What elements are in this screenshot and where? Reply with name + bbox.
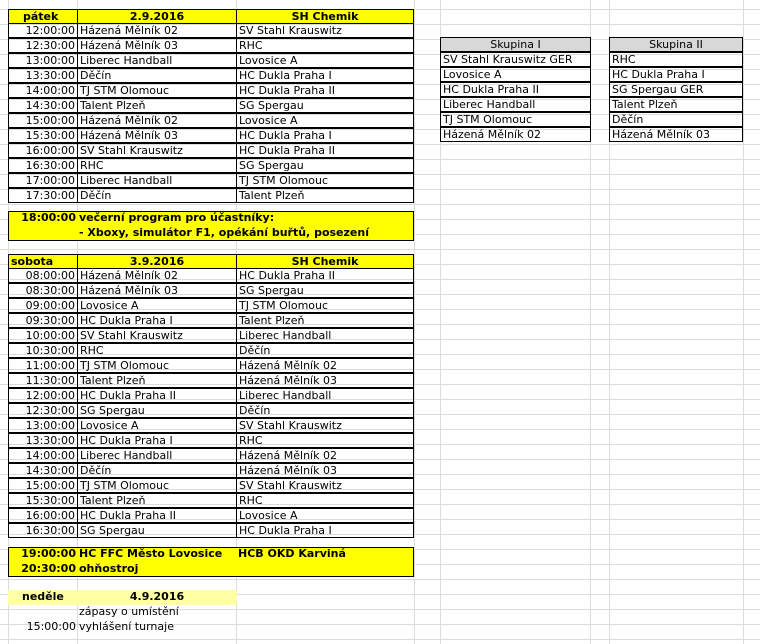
grid-column-line (743, 0, 744, 644)
match-home-team[interactable]: Liberec Handball (77, 173, 237, 188)
match-home-team[interactable]: Děčín (77, 188, 237, 203)
match-time[interactable]: 14:00:00 (8, 448, 78, 463)
match-time[interactable]: 16:30:00 (8, 158, 78, 173)
match-away-team[interactable]: SV Stahl Krauswitz (236, 478, 414, 493)
friday-date[interactable]: 2.9.2016 (77, 9, 237, 24)
match-away-team[interactable]: Děčín (236, 343, 414, 358)
sunday-date[interactable]: 4.9.2016 (77, 590, 237, 605)
match-away-team[interactable]: Talent Plzeň (236, 313, 414, 328)
match-time[interactable]: 08:00:00 (8, 268, 78, 283)
group-team[interactable]: SV Stahl Krauswitz GER (440, 52, 591, 67)
match-home-team[interactable]: Děčín (77, 463, 237, 478)
match-time[interactable]: 15:30:00 (8, 493, 78, 508)
group-team[interactable]: TJ STM Olomouc (440, 112, 591, 127)
match-away-team[interactable]: Házená Mělník 02 (236, 358, 414, 373)
match-home-team[interactable]: Lovosice A (77, 418, 237, 433)
match-time[interactable]: 14:30:00 (8, 98, 78, 113)
group-team[interactable]: Liberec Handball (440, 97, 591, 112)
match-time[interactable]: 16:30:00 (8, 523, 78, 538)
match-time[interactable]: 17:30:00 (8, 188, 78, 203)
match-time[interactable]: 10:30:00 (8, 343, 78, 358)
match-home-team[interactable]: RHC (77, 343, 237, 358)
match-away-team[interactable]: Talent Plzeň (236, 188, 414, 203)
friday-venue[interactable]: SH Chemik (236, 9, 414, 24)
group-team[interactable]: Házená Mělník 02 (440, 127, 591, 142)
ceremony-time[interactable]: 15:00:00 (26, 620, 76, 633)
grid-row-line (0, 579, 760, 580)
match-away-team[interactable]: Děčín (236, 403, 414, 418)
group-title[interactable]: Skupina I (440, 37, 591, 52)
match-away-team[interactable]: RHC (236, 38, 414, 53)
match-time[interactable]: 13:00:00 (8, 418, 78, 433)
group-team[interactable]: Házená Mělník 03 (609, 127, 743, 142)
saturday-day[interactable]: sobota (8, 254, 78, 269)
match-home-team[interactable]: TJ STM Olomouc (77, 358, 237, 373)
match-time[interactable]: 12:00:00 (8, 23, 78, 38)
match-home-team[interactable]: Házená Mělník 03 (77, 128, 237, 143)
match-time[interactable]: 09:30:00 (8, 313, 78, 328)
match-time[interactable]: 15:00:00 (8, 478, 78, 493)
match-home-team[interactable]: Talent Plzeň (77, 493, 237, 508)
match-time[interactable]: 14:00:00 (8, 83, 78, 98)
match-home-team[interactable]: Talent Plzeň (77, 98, 237, 113)
match-away-team[interactable]: SG Spergau (236, 158, 414, 173)
fireworks-label[interactable]: ohňostroj (79, 562, 139, 575)
match-time[interactable]: 13:30:00 (8, 433, 78, 448)
match-away-team[interactable]: HC Dukla Praha II (236, 268, 414, 283)
match-away-team[interactable]: Lovosice A (236, 53, 414, 68)
match-away-team[interactable]: HC Dukla Praha I (236, 523, 414, 538)
match-home-team[interactable]: Házená Mělník 02 (77, 23, 237, 38)
grid-row-line (0, 639, 760, 640)
group-team[interactable]: RHC (609, 52, 743, 67)
match-home-team[interactable]: Liberec Handball (77, 53, 237, 68)
match-time[interactable]: 10:00:00 (8, 328, 78, 343)
match-away-team[interactable]: Házená Mělník 02 (236, 448, 414, 463)
group-team[interactable]: Talent Plzeň (609, 97, 743, 112)
match-home-team[interactable]: Házená Mělník 03 (77, 38, 237, 53)
match-time[interactable]: 11:30:00 (8, 373, 78, 388)
friday-day[interactable]: pátek (8, 9, 78, 24)
match-home-team[interactable]: HC Dukla Praha II (77, 388, 237, 403)
ceremony-label[interactable]: vyhlášení turnaje (79, 620, 174, 633)
group-team[interactable]: Děčín (609, 112, 743, 127)
match-away-team[interactable]: Lovosice A (236, 113, 414, 128)
special-match-home[interactable]: HC FFC Město Lovosice (79, 547, 223, 560)
match-away-team[interactable]: RHC (236, 433, 414, 448)
match-time[interactable]: 08:30:00 (8, 283, 78, 298)
match-away-team[interactable]: HC Dukla Praha II (236, 83, 414, 98)
match-away-team[interactable]: RHC (236, 493, 414, 508)
match-away-team[interactable]: HC Dukla Praha I (236, 128, 414, 143)
match-home-team[interactable]: TJ STM Olomouc (77, 83, 237, 98)
match-away-team[interactable]: HC Dukla Praha I (236, 68, 414, 83)
group-title[interactable]: Skupina II (609, 37, 743, 52)
grid-row-line (0, 249, 760, 250)
match-home-team[interactable]: RHC (77, 158, 237, 173)
match-time[interactable]: 12:30:00 (8, 38, 78, 53)
group-team[interactable]: HC Dukla Praha I (609, 67, 743, 82)
match-away-team[interactable]: SV Stahl Krauswitz (236, 418, 414, 433)
special-match-away[interactable]: HCB OKD Karviná (238, 547, 346, 560)
friday-program-title[interactable]: večerní program pro účastníky: (79, 211, 275, 224)
match-away-team[interactable]: HC Dukla Praha II (236, 143, 414, 158)
match-time[interactable]: 12:30:00 (8, 403, 78, 418)
match-away-team[interactable]: SG Spergau (236, 283, 414, 298)
saturday-date[interactable]: 3.9.2016 (77, 254, 237, 269)
saturday-venue[interactable]: SH Chemik (236, 254, 414, 269)
match-home-team[interactable]: HC Dukla Praha II (77, 508, 237, 523)
match-home-team[interactable]: Liberec Handball (77, 448, 237, 463)
grid-column-line (414, 0, 415, 644)
match-away-team[interactable]: Liberec Handball (236, 328, 414, 343)
match-time[interactable]: 16:00:00 (8, 143, 78, 158)
match-time[interactable]: 11:00:00 (8, 358, 78, 373)
match-home-team[interactable]: Děčín (77, 68, 237, 83)
friday-program-time[interactable]: 18:00:00 (21, 211, 76, 224)
match-home-team[interactable]: Házená Mělník 03 (77, 283, 237, 298)
match-time[interactable]: 12:00:00 (8, 388, 78, 403)
match-away-team[interactable]: Házená Mělník 03 (236, 373, 414, 388)
match-away-team[interactable]: Házená Mělník 03 (236, 463, 414, 478)
match-home-team[interactable]: HC Dukla Praha I (77, 433, 237, 448)
match-away-team[interactable]: TJ STM Olomouc (236, 298, 414, 313)
group-team[interactable]: SG Spergau GER (609, 82, 743, 97)
match-time[interactable]: 14:30:00 (8, 463, 78, 478)
match-time[interactable]: 16:00:00 (8, 508, 78, 523)
match-time[interactable]: 09:00:00 (8, 298, 78, 313)
match-time[interactable]: 15:30:00 (8, 128, 78, 143)
group-team[interactable]: HC Dukla Praha II (440, 82, 591, 97)
match-away-team[interactable]: Liberec Handball (236, 388, 414, 403)
match-home-team[interactable]: Házená Mělník 02 (77, 268, 237, 283)
match-home-team[interactable]: Házená Mělník 02 (77, 113, 237, 128)
match-home-team[interactable]: TJ STM Olomouc (77, 478, 237, 493)
grid-row-line (0, 204, 760, 205)
match-away-team[interactable]: SG Spergau (236, 98, 414, 113)
match-time[interactable]: 15:00:00 (8, 113, 78, 128)
match-home-team[interactable]: HC Dukla Praha I (77, 313, 237, 328)
match-home-team[interactable]: SV Stahl Krauswitz (77, 143, 237, 158)
match-home-team[interactable]: SG Spergau (77, 403, 237, 418)
match-home-team[interactable]: Lovosice A (77, 298, 237, 313)
match-time[interactable]: 13:00:00 (8, 53, 78, 68)
match-away-team[interactable]: SV Stahl Krauswitz (236, 23, 414, 38)
match-home-team[interactable]: SG Spergau (77, 523, 237, 538)
match-time[interactable]: 17:00:00 (8, 173, 78, 188)
match-home-team[interactable]: SV Stahl Krauswitz (77, 328, 237, 343)
sunday-day[interactable]: neděle (8, 590, 78, 605)
special-match-time[interactable]: 19:00:00 (21, 547, 76, 560)
group-team[interactable]: Lovosice A (440, 67, 591, 82)
fireworks-time[interactable]: 20:30:00 (21, 562, 76, 575)
match-time[interactable]: 13:30:00 (8, 68, 78, 83)
placement-label[interactable]: zápasy o umístění (79, 605, 179, 618)
match-home-team[interactable]: Talent Plzeň (77, 373, 237, 388)
match-away-team[interactable]: Lovosice A (236, 508, 414, 523)
match-away-team[interactable]: TJ STM Olomouc (236, 173, 414, 188)
friday-program-detail[interactable]: - Xboxy, simulátor F1, opékání buřtů, posezení (79, 226, 369, 239)
